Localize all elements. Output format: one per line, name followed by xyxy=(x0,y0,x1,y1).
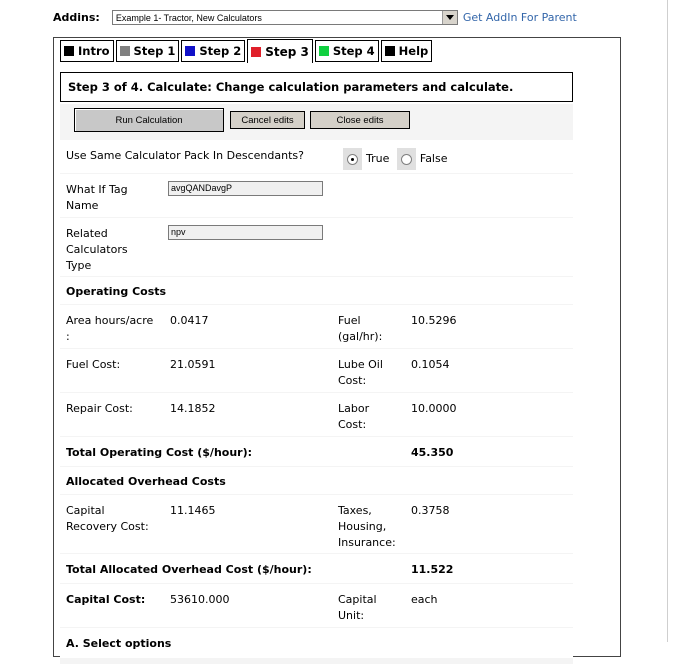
related-label: Related Calculators Type xyxy=(66,227,128,272)
swatch-icon xyxy=(120,46,130,56)
capital-unit-value: each xyxy=(411,593,438,606)
taxes-label: Taxes, Housing, Insurance: xyxy=(338,504,396,549)
area-value: 0.0417 xyxy=(170,314,209,327)
tab-label: Step 2 xyxy=(199,44,242,58)
addins-label: Addins: xyxy=(53,10,100,24)
fuelcost-lube-row xyxy=(60,349,573,392)
tab-label: Intro xyxy=(78,44,110,58)
tab-step-4[interactable] xyxy=(315,40,379,62)
tab-label: Step 1 xyxy=(133,44,176,58)
whatif-input[interactable]: avgQANDavgP xyxy=(168,181,323,196)
fuel-value: 10.5296 xyxy=(411,314,457,327)
select-options-row xyxy=(60,628,573,658)
whatif-label: What If Tag Name xyxy=(66,183,128,212)
step-tabs xyxy=(60,40,432,63)
labor-value: 10.0000 xyxy=(411,402,457,415)
area-fuel-row xyxy=(60,305,573,348)
descendants-options xyxy=(337,140,573,173)
addins-row xyxy=(53,7,577,27)
swatch-icon xyxy=(185,46,195,56)
radio-false-wrap xyxy=(397,148,416,170)
labor-label: Labor Cost: xyxy=(338,402,370,431)
overhead-heading: Allocated Overhead Costs xyxy=(66,475,226,488)
swatch-icon xyxy=(251,47,261,57)
tab-step-1[interactable] xyxy=(116,40,180,62)
addins-selected-value: Example 1- Tractor, New Calculators xyxy=(115,12,262,23)
radio-true[interactable] xyxy=(347,154,358,165)
dropdown-arrow-icon[interactable] xyxy=(442,11,457,24)
capital-recovery-label: Capital Recovery Cost: xyxy=(66,504,149,533)
operating-heading-row xyxy=(60,277,573,304)
repair-labor-row xyxy=(60,393,573,436)
radio-true-label: True xyxy=(366,152,390,165)
total-operating-row xyxy=(60,437,573,466)
radio-false[interactable] xyxy=(401,154,412,165)
radio-false-label: False xyxy=(419,152,448,165)
tab-intro[interactable] xyxy=(60,40,114,62)
capital-recovery-value: 11.1465 xyxy=(170,504,216,517)
total-operating-value: 45.350 xyxy=(411,446,454,459)
capital-unit-label: Capital Unit: xyxy=(338,593,377,622)
tab-step-3[interactable] xyxy=(247,39,313,63)
total-overhead-row xyxy=(60,554,573,583)
fuelcost-label: Fuel Cost: xyxy=(66,358,121,371)
select-options-heading: A. Select options xyxy=(66,637,172,650)
run-calculation-button[interactable]: Run Calculation xyxy=(74,108,224,132)
lube-label: Lube Oil Cost: xyxy=(338,358,383,387)
calculator-panel xyxy=(53,37,621,657)
tab-label: Step 4 xyxy=(332,44,375,58)
total-operating-label: Total Operating Cost ($/hour): xyxy=(66,446,253,459)
capital-cost-value: 53610.000 xyxy=(170,593,230,606)
repair-value: 14.1852 xyxy=(170,402,216,415)
capital-recovery-row xyxy=(60,495,573,553)
tab-label: Step 3 xyxy=(265,44,309,59)
repair-label: Repair Cost: xyxy=(66,402,133,415)
total-overhead-value: 11.522 xyxy=(411,563,454,576)
area-label: Area hours/acre : xyxy=(66,314,154,343)
addins-select[interactable] xyxy=(112,10,458,25)
window-edge xyxy=(667,0,668,642)
fuelcost-value: 21.0591 xyxy=(170,358,216,371)
whatif-row xyxy=(60,174,573,217)
cancel-edits-button[interactable]: Cancel edits xyxy=(230,111,305,129)
capital-cost-label: Capital Cost: xyxy=(66,593,146,606)
fuel-label: Fuel (gal/hr): xyxy=(338,314,383,343)
taxes-value: 0.3758 xyxy=(411,504,450,517)
descendants-row xyxy=(60,140,573,173)
tab-label: Help xyxy=(398,44,429,58)
step-title: Step 3 of 4. Calculate: Change calculation parameters and calculate. xyxy=(60,72,573,102)
swatch-icon xyxy=(64,46,74,56)
swatch-icon xyxy=(319,46,329,56)
lube-value: 0.1054 xyxy=(411,358,450,371)
tab-help[interactable] xyxy=(381,40,433,62)
calculator-content xyxy=(60,104,573,664)
capital-cost-row xyxy=(60,584,573,627)
operating-heading: Operating Costs xyxy=(66,285,167,298)
related-row xyxy=(60,218,573,276)
overhead-heading-row xyxy=(60,467,573,494)
swatch-icon xyxy=(385,46,395,56)
get-addin-link[interactable]: Get AddIn For Parent xyxy=(462,10,577,24)
tab-step-2[interactable] xyxy=(181,40,245,62)
close-edits-button[interactable]: Close edits xyxy=(310,111,410,129)
descendants-question: Use Same Calculator Pack In Descendants? xyxy=(66,149,304,162)
radio-true-wrap xyxy=(343,148,362,170)
related-input[interactable]: npv xyxy=(168,225,323,240)
total-overhead-label: Total Allocated Overhead Cost ($/hour): xyxy=(66,563,312,576)
